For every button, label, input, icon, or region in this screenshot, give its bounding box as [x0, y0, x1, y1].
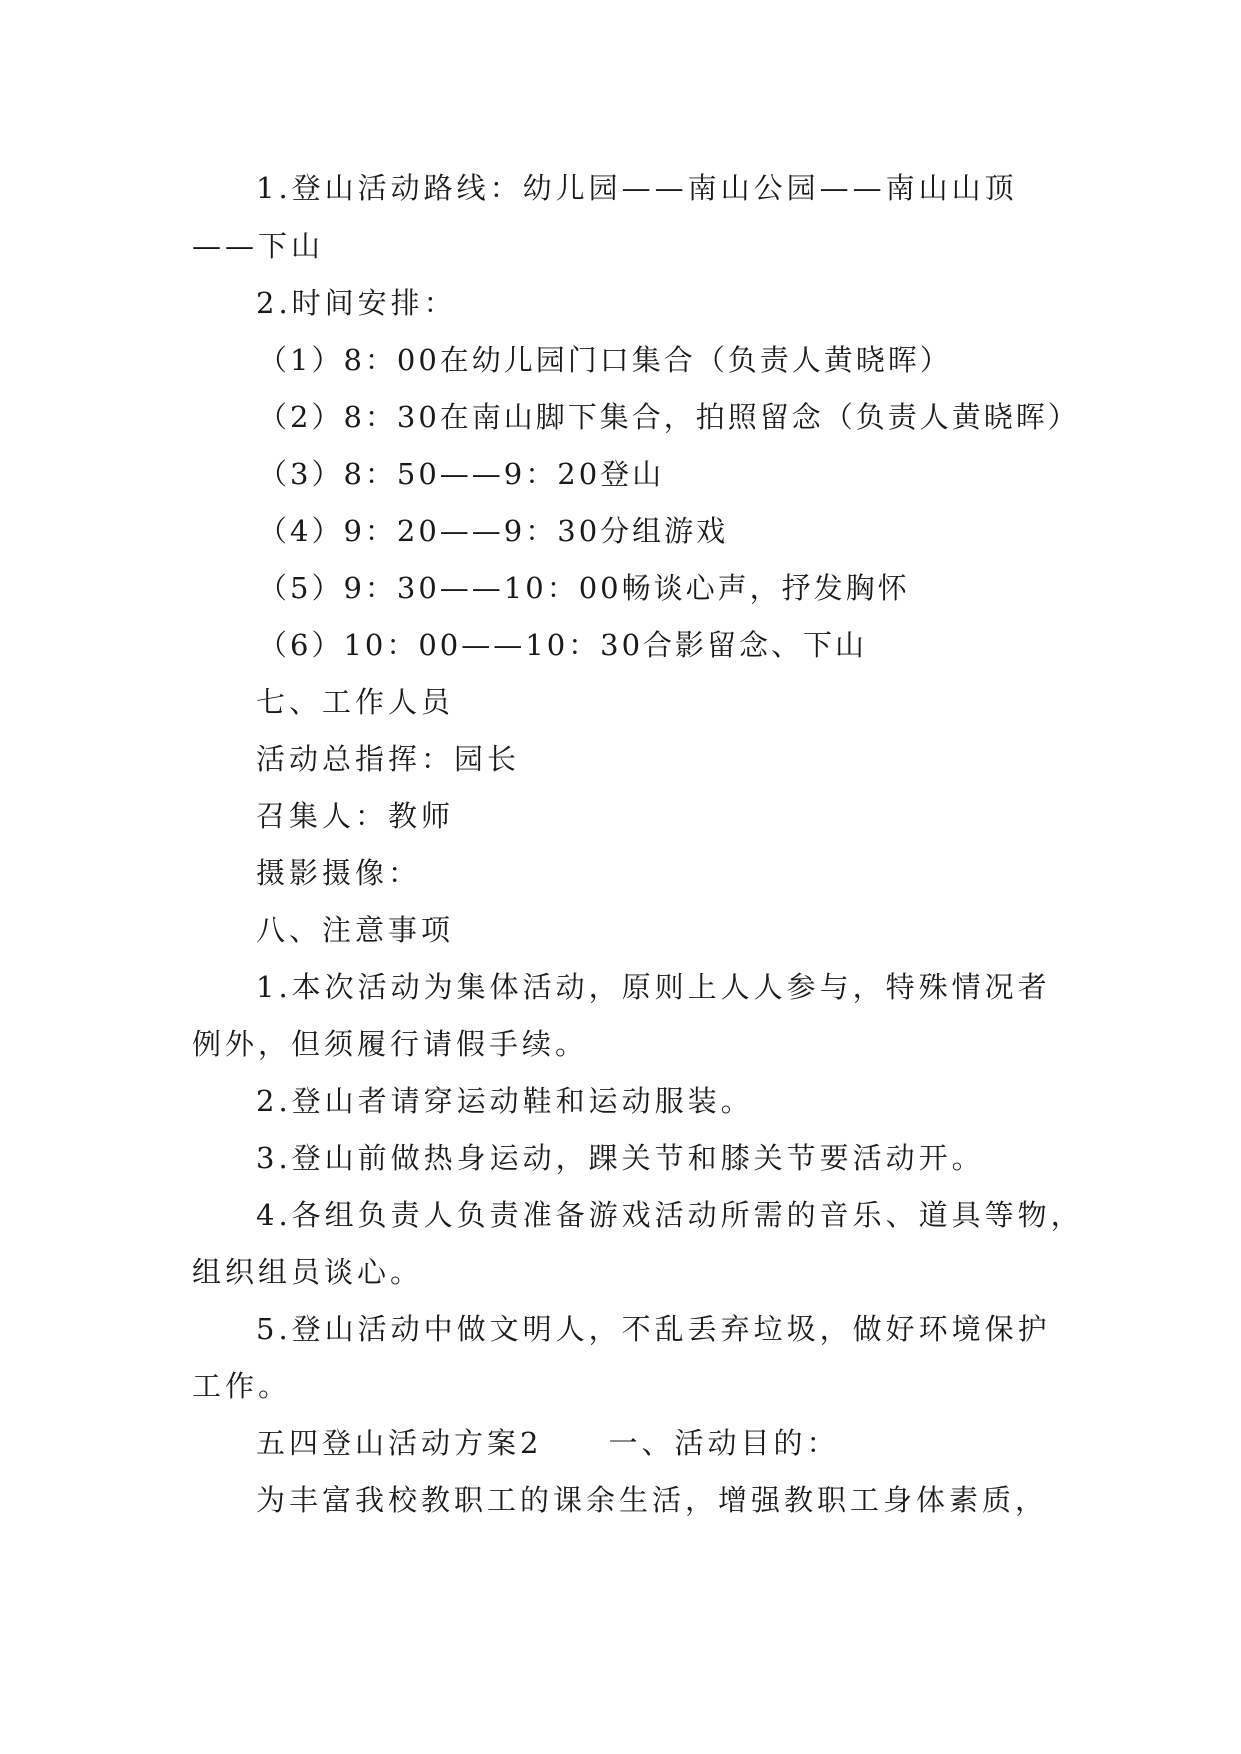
schedule-item-4: （4）9：20——9：30分组游戏 [258, 514, 729, 548]
note-1: 1.本次活动为集体活动，原则上人人参与，特殊情况者 [256, 970, 1051, 1004]
schedule-item-5: （5）9：30——10：00畅谈心声，抒发胸怀 [258, 571, 910, 605]
staff-commander: 活动总指挥：园长 [256, 742, 521, 776]
section-heading-staff: 七、工作人员 [256, 685, 455, 719]
paragraph-route: 1.登山活动路线：幼儿园——南山公园——南山山顶 [256, 171, 1018, 205]
note-2: 2.登山者请穿运动鞋和运动服装。 [256, 1084, 754, 1118]
paragraph-schedule-heading: 2.时间安排： [256, 286, 457, 320]
note-4-cont: 组织组员谈心。 [192, 1255, 424, 1289]
schedule-item-6: （6）10：00——10：30合影留念、下山 [258, 628, 868, 662]
schedule-item-2: （2）8：30在南山脚下集合，拍照留念（负责人黄晓晖） [258, 400, 1080, 434]
staff-convener: 召集人：教师 [256, 799, 455, 833]
note-5-cont: 工作。 [192, 1369, 292, 1403]
section-heading-notes: 八、注意事项 [256, 913, 455, 947]
plan-2-purpose: 为丰富我校教职工的课余生活，增强教职工身体素质， [256, 1483, 1049, 1517]
schedule-item-3: （3）8：50——9：20登山 [258, 457, 665, 491]
note-4: 4.各组负责人负责准备游戏活动所需的音乐、道具等物， [256, 1198, 1084, 1232]
staff-photography: 摄影摄像： [256, 856, 422, 890]
note-3: 3.登山前做热身运动，踝关节和膝关节要活动开。 [256, 1141, 985, 1175]
note-1-cont: 例外，但须履行请假手续。 [192, 1027, 589, 1061]
schedule-item-1: （1）8：00在幼儿园门口集合（负责人黄晓晖） [258, 343, 952, 377]
plan-2-heading: 五四登山活动方案2 一、活动目的： [256, 1426, 840, 1460]
note-5: 5.登山活动中做文明人，不乱丢弃垃圾，做好环境保护 [256, 1312, 1051, 1346]
paragraph-route-cont: ——下山 [192, 229, 325, 263]
